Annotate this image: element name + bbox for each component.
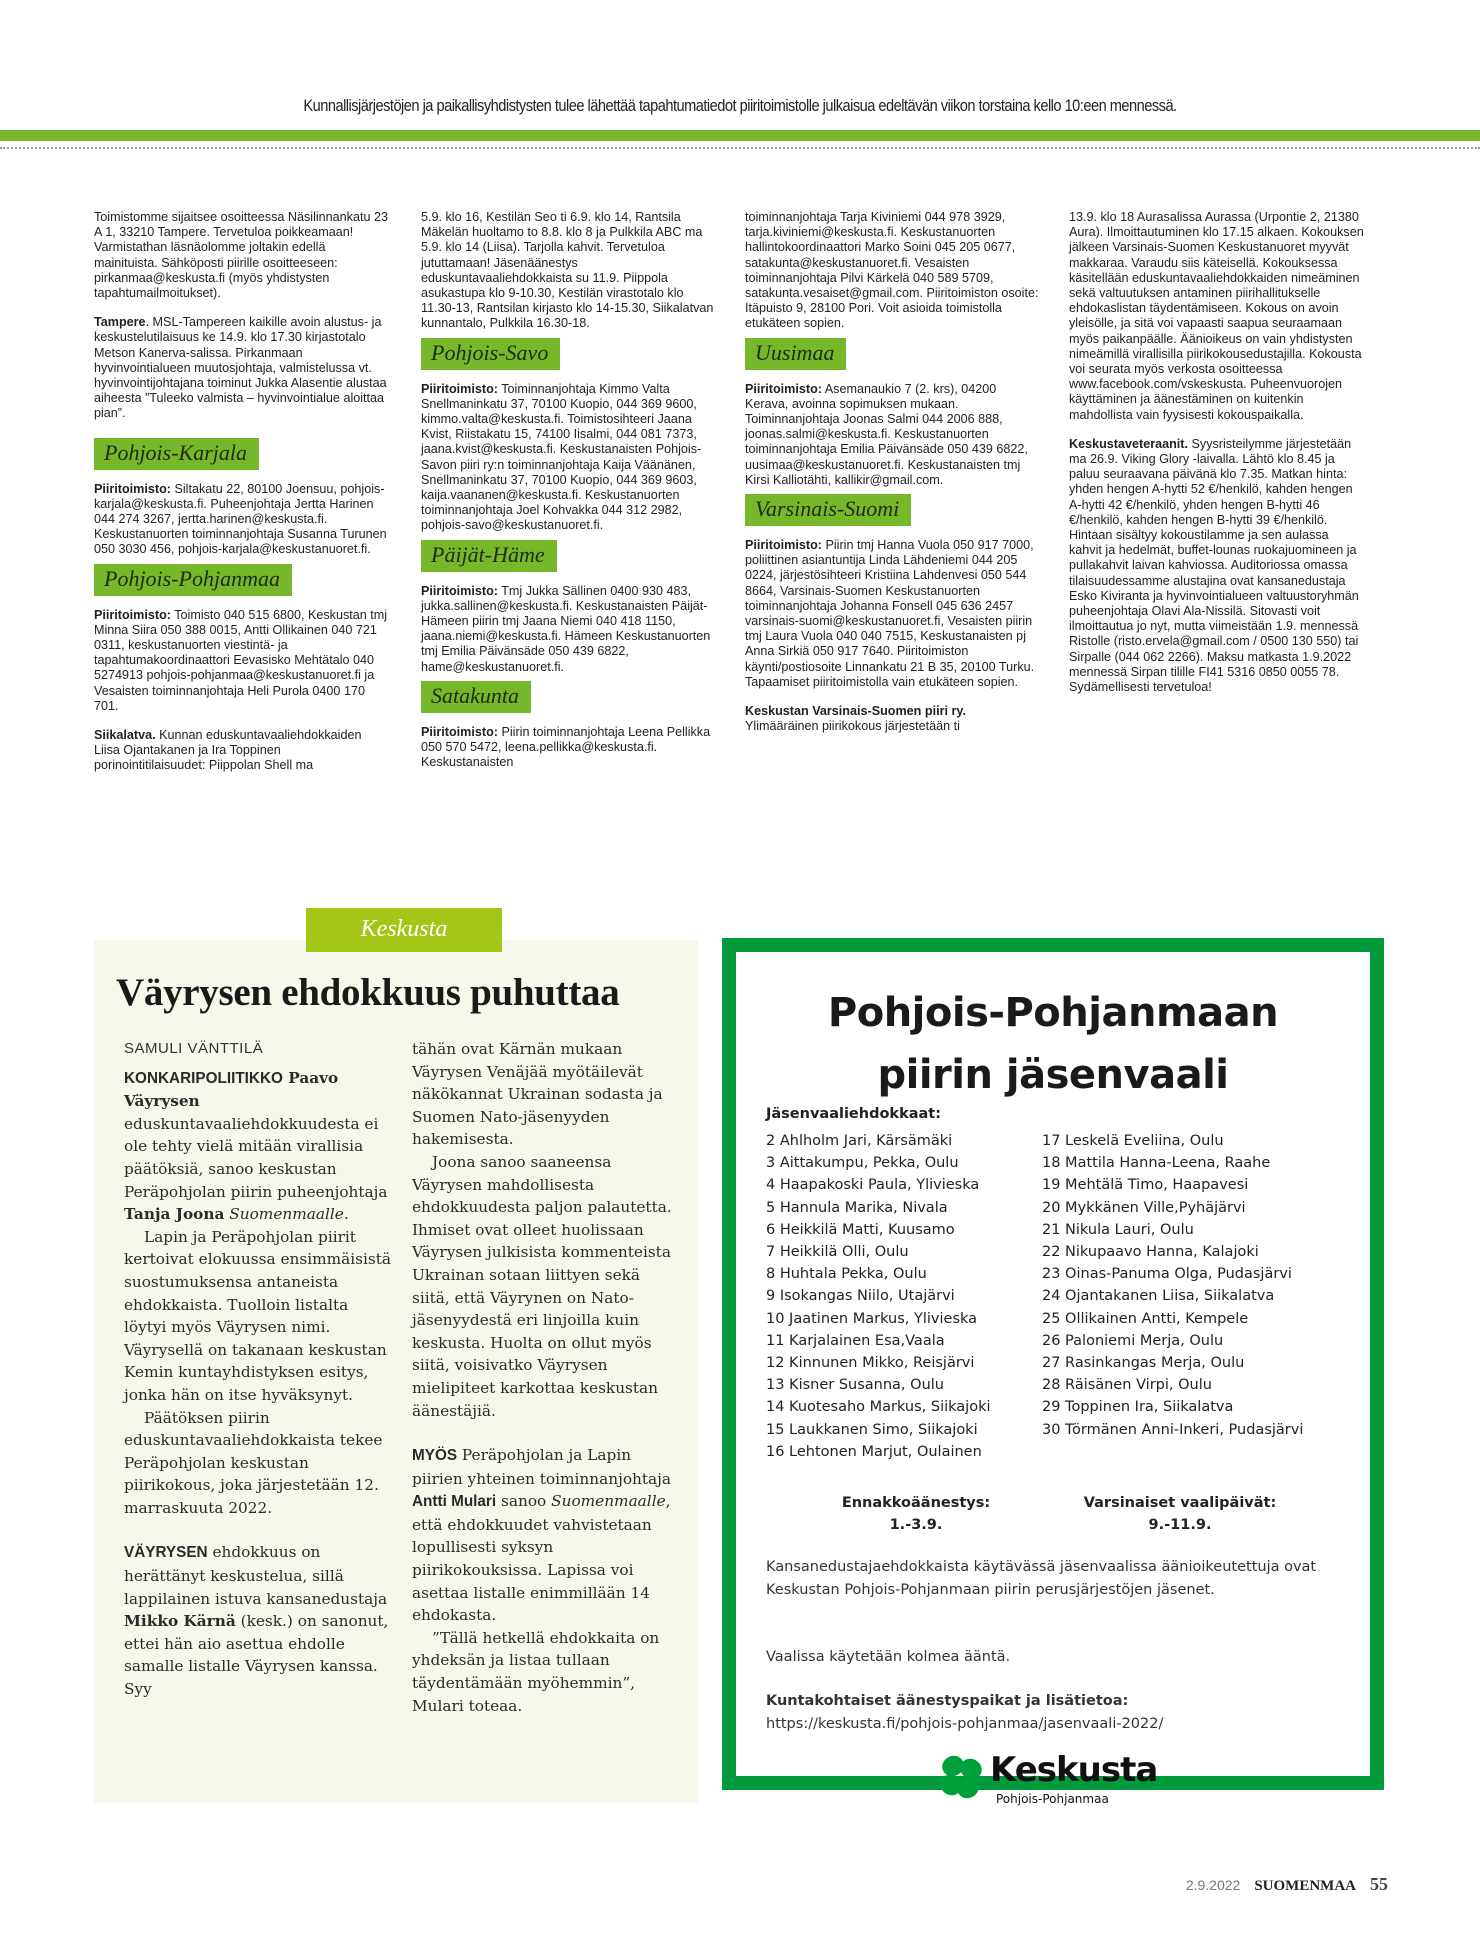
piirikokous-continued: 13.9. klo 18 Aurasalissa Aurassa (Urpontie 2, 21380 Aura). Ilmoittautuminen klo 17.15 alkaen. Kokouksen jälkeen Varsinais-Suomen Keskustanuoret myyvät makkaraa. Varaudu siis käteisellä. Kokouksessa käsitellään eduskuntavaaliehdokkaiden nimeäminen sekä valtuutuksen antaminen piirihallitukselle ehdokaslistan täydentämiseen. Kokous on avoin yleisölle, ja sitä voi vapaasti saapua seuraamaan myös paikanpäälle. Äänioikeus on vain yhdistysten nimeämillä virallisilla piirikokousedustajilla. Kokousta voi seurata myös verkosta osoitteessa www.facebook.com/vskeskusta. Puheenvuorojen käyttäminen ja äänestäminen on kuitenkin mahdollista vain fyysisesti kokouspaikalla. (1069, 210, 1364, 422)
pohjois-karjala-text (94, 482, 389, 558)
candidate-item: 20 Mykkänen Ville,Pyhäjärvi (1042, 1199, 1246, 1216)
candidate-item: 14 Kuotesaho Markus, Siikajoki (766, 1399, 991, 1416)
office-label: Piiritoimisto: (421, 724, 498, 739)
advance-voting (796, 1492, 1036, 1536)
logo-subtitle: Pohjois-Pohjanmaa (996, 1792, 1109, 1806)
column-4 (1069, 210, 1364, 709)
candidate-item: 16 Lehtonen Marjut, Oulainen (766, 1443, 982, 1460)
paragraph-text: . (343, 1205, 349, 1224)
candidate-item: 21 Nikula Lauri, Oulu (1042, 1221, 1194, 1238)
candidates-list-left (766, 1130, 991, 1463)
publication-name: SUOMENMAA (1254, 1878, 1356, 1894)
candidate-item: 11 Karjalainen Esa,Vaala (766, 1332, 945, 1349)
candidate-item: 13 Kisner Susanna, Oulu (766, 1377, 944, 1394)
article-paragraph: Lapin ja Peräpohjolan piirit kertoivat elokuussa ensimmäisistä suostumuksensa antaneista ehdokkaista. Tuolloin listalta löytyi myös Väyrysen nimi. Väyrysellä on takanaan keskustan Kemin kuntayhdistyksen esitys, jonka hän on itse hyväksynyt. (124, 1227, 391, 1404)
section-satakunta: Satakunta (421, 681, 531, 713)
candidate-item: 22 Nikupaavo Hanna, Kalajoki (1042, 1244, 1259, 1261)
person-name: Antti Mulari (412, 1493, 497, 1511)
tampere-text: . MSL-Tampereen kaikille avoin alustus- ja keskustelutilaisuus ke 14.9. klo 17.30 kirjastotalo Metson Kanerva-salissa. Pirkanmaan hyvinvointialueen muutosjohtaja, valmistelussa vt. hyvinvointijohtajana toiminut Jukka Alasentie alustaa aiheesta ”Tuleeko valmista – hyvinvointialue aloittaa pian”. (94, 315, 387, 421)
article-vayrynen (94, 940, 698, 1803)
article-paragraph: ”Tällä hetkellä ehdokkaita on yhdeksän ja listaa tullaan täydentämään myöhemmin”, Mulari toteaa. (412, 1628, 660, 1715)
candidate-item: 26 Paloniemi Merja, Oulu (1042, 1332, 1224, 1349)
section-pohjois-savo: Pohjois-Savo (421, 338, 560, 370)
candidate-item: 25 Ollikainen Antti, Kempele (1042, 1310, 1249, 1327)
publication-name: Suomenmaalle (224, 1205, 344, 1224)
article-column-1 (124, 1038, 394, 1701)
paragraph-text: eduskuntavaaliehdokkuudesta ei ole tehty vielä mitään virallisia päätöksiä, sanoo keskustan Peräpohjolan piirin puheenjohtaja (124, 1114, 388, 1201)
pohjois-pohjanmaa-text (94, 608, 389, 714)
candidate-item: 2 Ahlholm Jari, Kärsämäki (766, 1133, 953, 1149)
candidate-item: 30 Törmänen Anni-Inkeri, Pudasjärvi (1042, 1421, 1304, 1438)
candidate-item: 12 Kinnunen Mikko, Reisjärvi (766, 1355, 975, 1372)
info-link[interactable]: https://keskusta.fi/pohjois-pohjanmaa/jasenvaali-2022/ (766, 1715, 1164, 1732)
article-column-2 (412, 1038, 682, 1717)
siikalatva-lead: Siikalatva. (94, 728, 156, 743)
pohjois-savo-text (421, 382, 716, 534)
column-2 (421, 210, 716, 784)
election-title-line-2: piirin jäsenvaali (877, 1052, 1229, 1098)
election-title-line-1: Pohjois-Pohjanmaan (827, 990, 1279, 1036)
article-paragraph: Päätöksen piirin eduskuntavaaliehdokkaista tekee Peräpohjolan keskustan piirikokous, joka järjestetään 12. marraskuuta 2022. (124, 1408, 383, 1517)
article-paragraph: Joona sanoo saaneensa Väyrysen mahdollisesta ehdokkuudesta paljon palautetta. Ihmiset ovat olleet huolissaan Väyrysen julkisista kommenteista Ukrainan sotaan liittyen sekä siitä, että Väyrynen on Nato-jäsenyydestä eri linjoilla kuin keskusta. Huolta on ollut myös siitä, voisivatko Väyrysen mielipiteet karkottaa keskustan äänestäjiä. (412, 1152, 672, 1420)
tampere-notice (94, 315, 389, 421)
advance-voting-dates: 1.-3.9. (889, 1517, 943, 1533)
paragraph-text: , että ehdokkuudet vahvistetaan lopullisesti syksyn piirikokouksissa. Lapissa voi asettaa listalle enimmillään 14 ehdokasta. (412, 1492, 671, 1625)
vs-piirikokous (745, 704, 1040, 734)
section-uusimaa: Uusimaa (745, 338, 846, 370)
info-block (766, 1690, 1346, 1735)
paragraph-text: Peräpohjolan ja Lapin piirien yhteinen toiminnanjohtaja (412, 1446, 672, 1488)
siikalatva-text: Kunnan eduskuntavaaliehdokkaiden Liisa Ojantakanen ja Ira Toppinen porinointitilaisuudet: Piippolan Shell ma (94, 728, 362, 773)
paragraph-text: (kesk.) on sanonut, ettei hän aio asettua ehdolle samalle listalle Väyrysen kanssa. Syy (124, 1612, 389, 1699)
dotted-divider (0, 147, 1480, 149)
info-heading: Kuntakohtaiset äänestyspaikat ja lisätietoa: (766, 1693, 1129, 1709)
satakunta-continued: toiminnanjohtaja Tarja Kiviniemi 044 978 3929, tarja.kiviniemi@keskusta.fi. Keskustanuorten hallintokoordinaattori Marko Soini 045 205 0677, satakunta@keskustanuoret.fi. Vesaisten toiminnanjohtaja Pilvi Kärkelä 040 589 5709, satakunta.vesaiset@gmail.com. Piiritoimiston osoite: Itäpuisto 9, 28100 Pori. Voit asioida toimistolla etukäteen sopien. (745, 210, 1039, 331)
votes-text: Vaalissa käytetään kolmea ääntä. (766, 1649, 1011, 1665)
paragraph-text: ehdokkuus on herättänyt keskustelua, sillä lappilainen istuva kansanedustaja (124, 1543, 388, 1608)
candidate-item: 7 Heikkilä Olli, Oulu (766, 1244, 909, 1261)
siikalatva-notice (94, 728, 389, 774)
candidate-item: 15 Laukkanen Simo, Siikajoki (766, 1421, 978, 1438)
siikalatva-continued: 5.9. klo 16, Kestilän Seo ti 6.9. klo 14, Rantsila Mäkelän huoltamo to 8.8. klo 8 ja Pulkkila ABC ma 5.9. klo 14 (Liisa). Tarjolla kahvit. Tervetuloa jututtamaan! Jäsenäänestys eduskuntavaaliehdokkaista su 11.9. Piippola asukastupa klo 9-10.30, Kestilän virastotalo klo 11.30-13, Rantsilan kirjasto klo 14-15.30, Siikalatvan kunnantalo, Pulkkila 16.30-18. (421, 210, 714, 331)
lead-word: VÄYRYSEN (124, 1544, 208, 1562)
lead-word: MYÖS (412, 1447, 458, 1465)
candidate-item: 29 Toppinen Ira, Siikalatva (1042, 1399, 1234, 1416)
office-label: Piiritoimisto: (94, 481, 171, 496)
office-text: Toimisto 040 515 6800, Keskustan tmj Minna Siira 050 388 0015, Antti Ollikainen 040 721 0311, keskustanuorten viestintä- ja tapahtumakoordinaattori Eevasisko Mehtätalo 040 5274913 pohjois-pohjanmaa@keskustanuoret.fi ja Vesaisten toiminnanjohtaja Heli Purola 0400 170 701. (94, 607, 388, 713)
header-green-bar (0, 130, 1480, 141)
candidate-item: 23 Oinas-Panuma Olga, Pudasjärvi (1042, 1266, 1292, 1283)
uusimaa-text (745, 382, 1040, 488)
section-varsinais-suomi: Varsinais-Suomi (745, 494, 911, 526)
candidate-item: 10 Jaatinen Markus, Ylivieska (766, 1310, 978, 1327)
tampere-lead: Tampere (94, 315, 146, 330)
veterans-lead: Keskustaveteraanit. (1069, 436, 1189, 451)
vs-text: Ylimääräinen piirikokous järjestetään ti (745, 719, 960, 734)
byline: SAMULI VÄNTTILÄ (124, 1040, 264, 1057)
vs-lead: Keskustan Varsinais-Suomen piiri ry. (745, 704, 966, 719)
section-pohjois-pohjanmaa: Pohjois-Pohjanmaa (94, 564, 292, 596)
clover-icon (936, 1752, 986, 1802)
article-paragraph: tähän ovat Kärnän mukaan Väyrysen Venäjää myötäilevät näkökannat Ukrainan sodasta ja Suomen Nato-jäsenyyden hakemisesta. (412, 1040, 663, 1149)
candidate-item: 5 Hannula Marika, Nivala (766, 1199, 948, 1216)
logo-wordmark: Keskusta (990, 1750, 1158, 1790)
office-text: Piirin tmj Hanna Vuola 050 917 7000, poliittinen asiantuntija Linda Lähdeniemi 044 205 0224, järjestösihteeri Kristiina Lahdenvesi 050 544 8664, Varsinais-Suomen Keskustanuorten toiminnanjohtaja Johanna Fonsell 045 636 2457 varsinais-suomi@keskustanuoret.fi, Vesaisten piirin tmj Laura Vuola 040 040 7515, Keskustanaisten pj Anna Sirkiä 050 917 7640. Piiritoimiston käynti/postiosoite Linnankatu 21 B 35, 20100 Turku. Tapaamiset piiritoimistolla vain etukäteen sopien. (745, 538, 1035, 689)
article-kicker: Keskusta (306, 908, 502, 952)
office-label: Piiritoimisto: (421, 583, 498, 598)
varsinais-suomi-text (745, 538, 1040, 690)
candidate-item: 19 Mehtälä Timo, Haapavesi (1042, 1177, 1249, 1194)
intro-text: Toimistomme sijaitsee osoitteessa Näsilinnankatu 23 A 1, 33210 Tampere. Tervetuloa poikkeamaan! Varmistathan läsnäolomme joltakin edellä mainituista. Sähköposti piirille osoitteeseen: pirkanmaa@keskusta.fi (myös yhdistysten tapahtumailmoitukset). (94, 210, 388, 301)
article-paragraph (124, 1541, 394, 1700)
candidate-item: 24 Ojantakanen Liisa, Siikalatva (1042, 1288, 1275, 1305)
person-name: Tanja Joona (124, 1205, 225, 1224)
candidate-item: 4 Haapakoski Paula, Ylivieska (766, 1177, 980, 1194)
veterans-text: Syysristeilymme järjestetään ma 26.9. Viking Glory -laivalla. Lähtö klo 8.45 ja paluu seuraavana päivänä klo 7.35. Matkan hinta: yhden hengen A-hytti 52 €/henkilö, kahden hengen A-hytti 42 €/henkilö, yhden hengen B-hytti 46 €/henkilö, kahden hengen B-hytti 39 €/henkilö. Hintaan sisältyy kokoustilamme ja sen aulassa kahvit ja hedelmät, buffet-lounas ruokajuomineen ja pullakahvit laivan kahviossa. Auditoriossa omassa tilaisuudessamme alustajina ovat kansanedustaja Esko Kiviranta ja hyvinvointialueen valtuustoryhmän puheenjohtaja Olavi Ala-Nissilä. Sitovasti voit ilmoittautua jo nyt, mutta viimeistään 1.9. mennessä Ristolle (risto.ervela@gmail.com / 0500 130 550) tai Sirpalle (044 062 2266). Maksu matkasta 1.9.2022 mennessä Sirpan tilille FI41 5316 0850 0055 78. Sydämellisesti tervetuloa! (1069, 436, 1359, 695)
candidate-item: 3 Aittakumpu, Pekka, Oulu (766, 1155, 959, 1172)
lead-word: KONKARIPOLIITIKKO (124, 1069, 283, 1087)
candidate-item: 9 Isokangas Niilo, Utajärvi (766, 1288, 955, 1305)
candidate-item: 28 Räisänen Virpi, Oulu (1042, 1377, 1212, 1394)
office-text: Asemanaukio 7 (2. krs), 04200 Kerava, avoinna sopimuksen mukaan. Toiminnanjohtaja Joonas Salmi 044 2006 888, joonas.salmi@keskusta.fi. Keskustanuorten toiminnanjohtaja Emilia Päivänsäde 050 439 6822, uusimaa@keskustanuoret.fi. Keskustanaisten tmj Kirsi Kalliotähti, kallikir@gmail.com. (745, 381, 1028, 487)
election-ad-box (722, 938, 1384, 1806)
publication-name: Suomenmaalle (551, 1492, 666, 1511)
article-paragraph (124, 1067, 394, 1226)
person-name: Paavo Väyrysen (124, 1068, 339, 1111)
paragraph-text: sanoo (496, 1492, 552, 1511)
candidate-item: 8 Huhtala Pekka, Oulu (766, 1266, 927, 1283)
office-label: Piiritoimisto: (745, 381, 822, 396)
office-label: Piiritoimisto: (745, 538, 822, 553)
main-voting-dates: 9.-11.9. (1148, 1517, 1212, 1533)
candidates-list-right (1042, 1130, 1303, 1441)
office-text: Piirin toiminnanjohtaja Leena Pellikka 050 570 5472, leena.pellikka@keskusta.fi. Keskustanaisten (421, 724, 711, 770)
advance-voting-label: Ennakkoäänestys: (841, 1495, 991, 1511)
candidate-item: 18 Mattila Hanna-Leena, Raahe (1042, 1155, 1271, 1172)
issue-date: 2.9.2022 (1185, 1877, 1241, 1893)
page-footer (1186, 1874, 1388, 1895)
veterans-notice (1069, 437, 1364, 695)
main-voting (1060, 1492, 1300, 1536)
submission-notice: Kunnallisjärjestöjen ja paikallisyhdistysten tulee lähettää tapahtumatiedot piiritoimistolle julkaisua edeltävän viikon torstaina kello 10:een mennessä. (303, 96, 1177, 115)
office-text: Toiminnanjohtaja Kimmo Valta Snellmaninkatu 37, 70100 Kuopio, 044 369 9600, kimmo.valta@keskusta.fi. Toimistosihteeri Jaana Kvist, Riistakatu 15, 74100 Iisalmi, 044 081 7373, jaana.kvist@keskusta.fi. Keskustanaisten Pohjois-Savon piiri ry:n toiminnanjohtaja Kaija Väänänen, Snellmaninkatu 37, 70100 Kuopio, 044 369 9603, kaija.vaananen@keskusta.fi. Keskustanuorten toiminnanjohtaja Joel Kohvakka 044 312 2982, pohjois-savo@keskustanuoret.fi. (421, 381, 702, 533)
eligibility-text: Kansanedustajaehdokkaista käytävässä jäsenvaalissa äänioikeutettuja ovat Keskustan Pohjois-Pohjanmaan piirin perusjärjestöjen jäsenet. (766, 1559, 1317, 1598)
candidate-item: 17 Leskelä Eveliina, Oulu (1042, 1133, 1224, 1149)
office-label: Piiritoimisto: (421, 381, 498, 396)
paijat-hame-text (421, 584, 716, 675)
candidate-item: 27 Rasinkangas Merja, Oulu (1042, 1355, 1245, 1372)
office-label: Piiritoimisto: (94, 607, 171, 622)
election-title (736, 982, 1370, 1106)
article-headline: Väyrysen ehdokkuus puhuttaa (116, 971, 620, 1014)
person-name: Mikko Kärnä (124, 1612, 236, 1631)
section-paijat-hame: Päijät-Häme (421, 540, 557, 572)
column-3 (745, 210, 1040, 748)
office-text: Tmj Jukka Sällinen 0400 930 483, jukka.sallinen@keskusta.fi. Keskustanaisten Päijät-Hämeen piirin tmj Jaana Niemi 040 418 1150, jaana.niemi@keskusta.fi. Hämeen Keskustanuorten tmj Emilia Päivänsäde 050 439 6822, hame@keskustanuoret.fi. (421, 583, 711, 674)
office-text: Siltakatu 22, 80100 Joensuu, pohjois-karjala@keskusta.fi. Puheenjohtaja Jertta Harinen 044 274 3267, jertta.harinen@keskusta.fi. Keskustanuorten toiminnanjohtaja Susanna Turunen 050 3030 456, pohjois-karjala@keskustanuoret.fi. (94, 481, 387, 557)
satakunta-text (421, 725, 716, 771)
candidate-item: 6 Heikkilä Matti, Kuusamo (766, 1221, 955, 1238)
keskusta-logo (936, 1752, 1176, 1806)
page-number: 55 (1370, 1874, 1388, 1894)
section-pohjois-karjala: Pohjois-Karjala (94, 438, 259, 470)
article-paragraph (412, 1444, 682, 1627)
candidates-heading: Jäsenvaaliehdokkaat: (766, 1106, 942, 1122)
main-voting-label: Varsinaiset vaalipäivät: (1083, 1495, 1277, 1511)
column-1 (94, 210, 389, 788)
